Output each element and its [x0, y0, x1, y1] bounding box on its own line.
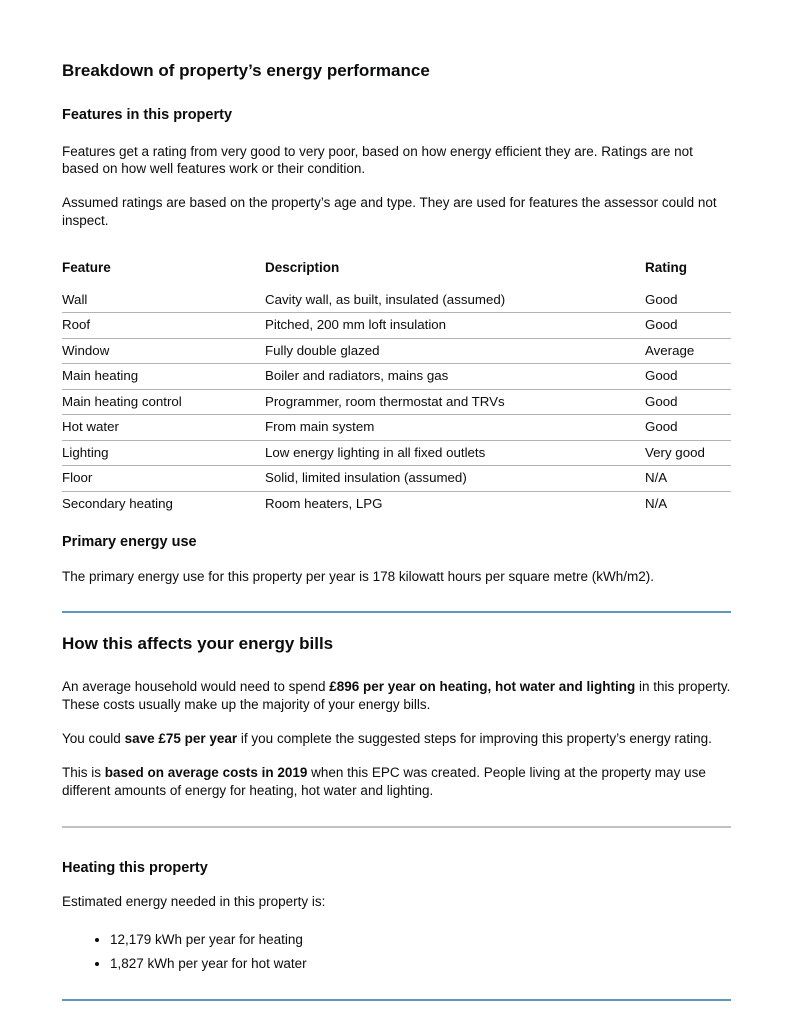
description-cell: Boiler and radiators, mains gas: [265, 364, 645, 390]
bills-paragraph-2: You could save £75 per year if you complete the suggested steps for improving this property’s energy rating.: [62, 730, 712, 746]
energy-needs-list: [62, 931, 731, 973]
description-cell: Programmer, room thermostat and TRVs: [265, 389, 645, 415]
feature-cell: Main heating: [62, 364, 265, 390]
bills-section-heading: How this affects your energy bills: [62, 634, 334, 654]
bills-paragraph-3: This is based on average costs in 2019 when this EPC was created. People living at the property may use different amounts of energy for heating, hot water and lighting.: [62, 765, 706, 799]
primary-energy-heading: Primary energy use: [62, 533, 197, 550]
rating-cell: Good: [645, 415, 731, 441]
description-cell: Fully double glazed: [265, 338, 645, 364]
table-row: [62, 389, 731, 415]
rating-cell: Average: [645, 338, 731, 364]
table-row: [62, 364, 731, 390]
features-paragraph-2: Assumed ratings are based on the property’s age and type. They are used for features the assessor could not inspect.: [62, 195, 717, 228]
description-cell: Low energy lighting in all fixed outlets: [265, 440, 645, 466]
bills-cost-bold: £896 per year on heating, hot water and lighting: [329, 678, 636, 694]
description-cell: Pitched, 200 mm loft insulation: [265, 313, 645, 339]
table-row: [62, 440, 731, 466]
description-cell: Cavity wall, as built, insulated (assumed): [265, 291, 506, 307]
rating-cell: Good: [645, 389, 731, 415]
features-paragraph-1: Features get a rating from very good to very poor, based on how energy efficient they are. Ratings are not based on how well features work or their condition.: [62, 143, 693, 177]
feature-cell: Wall: [62, 291, 88, 307]
bills-paragraph-1: An average household would need to spend £896 per year on heating, hot water and lighting in this property. These costs usually make up the majority of your energy bills.: [62, 678, 731, 712]
features-table: [62, 259, 731, 517]
rating-cell: N/A: [645, 466, 731, 492]
page-title: Breakdown of property’s energy performance: [62, 61, 430, 80]
features-section-heading: Features in this property: [62, 107, 233, 124]
feature-column-header: Feature: [62, 259, 111, 275]
section-divider: [62, 611, 731, 613]
description-cell: Solid, limited insulation (assumed): [265, 466, 645, 492]
primary-energy-text: The primary energy use for this property per year is 178 kilowatt hours per square metre (kWh/m2).: [62, 568, 654, 584]
feature-cell: Floor: [62, 466, 265, 492]
table-row: [62, 288, 731, 313]
rating-cell: Good: [645, 364, 731, 390]
bills-saving-bold: save £75 per year: [124, 730, 238, 746]
bills-costs-year-bold: based on average costs in 2019: [104, 765, 308, 781]
feature-cell: Secondary heating: [62, 492, 265, 517]
heating-section-heading: Heating this property: [62, 859, 208, 876]
rating-cell: Good: [645, 313, 731, 339]
rating-cell: Very good: [645, 440, 731, 466]
rating-cell: N/A: [645, 492, 731, 517]
feature-cell: Hot water: [62, 415, 265, 441]
section-divider: [62, 826, 731, 828]
table-row: [62, 338, 731, 364]
heating-intro-text: Estimated energy needed in this property is:: [62, 894, 326, 910]
feature-cell: Roof: [62, 313, 265, 339]
table-row: [62, 466, 731, 492]
epc-page: [62, 0, 731, 1027]
list-item: • 1,827 kWh per year for hot water: [110, 955, 731, 973]
list-item: • 12,179 kWh per year for heating: [110, 931, 731, 949]
description-cell: Room heaters, LPG: [265, 492, 645, 517]
table-row: [62, 415, 731, 441]
table-row: [62, 492, 731, 517]
bottom-spacer: [62, 1001, 731, 1027]
description-cell: From main system: [265, 415, 645, 441]
table-row: [62, 313, 731, 339]
feature-cell: Window: [62, 338, 265, 364]
description-column-header: Description: [265, 259, 340, 275]
feature-cell: Main heating control: [62, 389, 265, 415]
rating-cell: Good: [645, 291, 678, 307]
feature-cell: Lighting: [62, 440, 265, 466]
rating-column-header: Rating: [645, 259, 687, 275]
table-header-row: [62, 259, 731, 288]
